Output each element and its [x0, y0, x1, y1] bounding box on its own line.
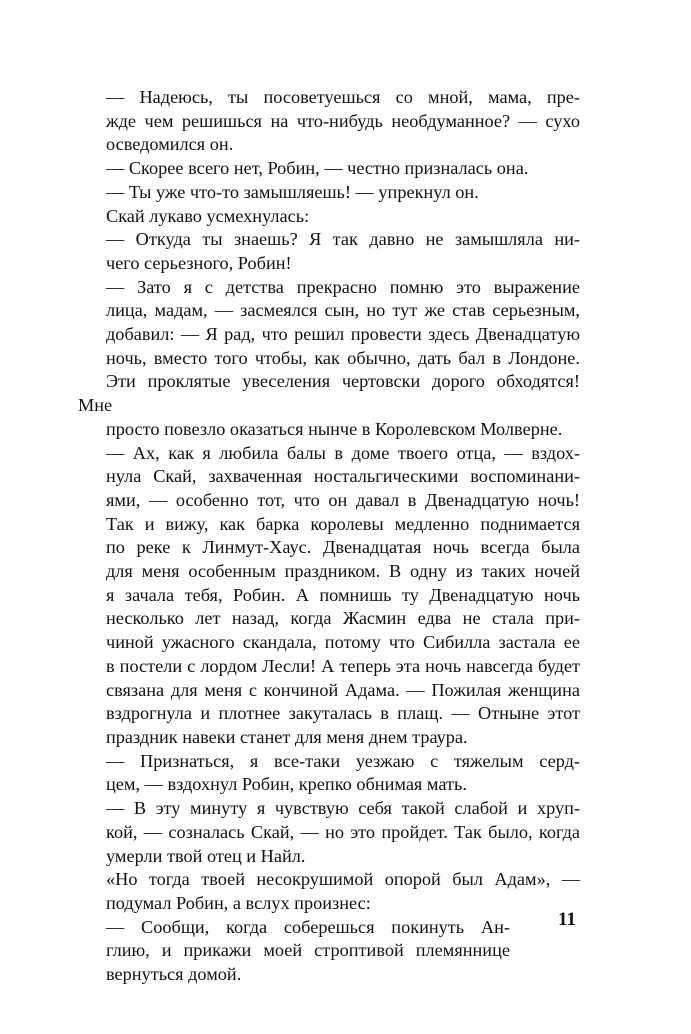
- text-line: я зачала тебя, Робин. А помнишь ту Двенадцатую ночь: [106, 584, 580, 605]
- text-line: Скай лукаво усмехнулась:: [106, 205, 310, 226]
- text-line: праздник навеки станет для меня днем траура.: [106, 726, 468, 747]
- text-line: добавил: — Я рад, что решил провести здесь Двенадцатую: [106, 324, 580, 345]
- text-line: просто повезло оказаться нынче в Королевском Молверне.: [106, 418, 563, 439]
- text-line: — Ах, как я любила балы в доме твоего отца, — вздох-: [106, 442, 580, 463]
- paragraph: [78, 276, 580, 442]
- text-line: — Сообщи, когда соберешься покинуть Ан-: [106, 916, 510, 937]
- paragraph: [78, 797, 580, 868]
- text-line: ями, — особенно тот, что он давал в Двенадцатую ночь!: [106, 489, 580, 510]
- text-line: — Признаться, я все-таки уезжаю с тяжелым серд-: [106, 750, 580, 771]
- page-number: 11: [558, 909, 576, 930]
- text-line: лица, мадам, — засмеялся сын, но тут же став серьезным,: [106, 300, 580, 321]
- text-line: — Ты уже что-то замышляешь! — упрекнул он.: [106, 181, 479, 202]
- paragraph: [78, 868, 580, 915]
- text-line: вернуться домой.: [106, 964, 242, 985]
- text-line: — В эту минуту я чувствую себя такой слабой и хруп-: [106, 798, 580, 819]
- paragraph: [78, 181, 580, 205]
- paragraph: [78, 916, 580, 987]
- paragraph: [78, 750, 580, 797]
- text-container: [78, 86, 580, 987]
- text-line: — Откуда ты знаешь? Я так давно не замышляла ни-: [106, 229, 580, 250]
- text-line: «Но тогда твоей несокрушимой опорой был Адам», —: [106, 869, 580, 890]
- text-line: Так и вижу, как барка королевы медленно поднимается: [106, 513, 580, 534]
- paragraph: [78, 86, 580, 157]
- text-line: для меня особенным праздником. В одну из таких ночей: [106, 561, 580, 582]
- text-line: — Зато я с детства прекрасно помню это выражение: [106, 276, 580, 297]
- text-line: связана для меня с кончиной Адама. — Пожилая женщина: [106, 679, 580, 700]
- text-line: нула Скай, захваченная ностальгическими воспоминани-: [106, 466, 580, 487]
- text-line: в постели с лордом Лесли! А теперь эта ночь навсегда будет: [106, 655, 580, 676]
- page-body: [78, 86, 580, 987]
- paragraph: [78, 157, 580, 181]
- text-line: — Надеюсь, ты посоветуешься со мной, мама, пре-: [106, 87, 580, 107]
- text-line: жде чем решишься на что-нибудь необдуманное? — сухо: [106, 110, 580, 131]
- text-line: осведомился он.: [106, 134, 234, 155]
- text-line: по реке к Линмут-Хаус. Двенадцатая ночь всегда была: [106, 537, 580, 558]
- paragraph: [78, 205, 580, 229]
- text-line: кой, — созналась Скай, — но это пройдет. Так было, когда: [106, 821, 580, 842]
- paragraph: [78, 228, 580, 275]
- text-line: — Скорее всего нет, Робин, — честно призналась она.: [106, 158, 529, 179]
- text-line: вздрогнула и плотнее закуталась в плащ. — Отныне этот: [106, 703, 580, 724]
- text-line: ночь, вместо того чтобы, как обычно, дать бал в Лондоне.: [106, 347, 580, 368]
- text-line: Эти проклятые увеселения чертовски дорого обходятся! Мне: [78, 371, 580, 416]
- text-line: умерли твой отец и Найл.: [106, 845, 306, 866]
- text-line: чиной ужасного скандала, потому что Сибилла застала ее: [106, 632, 580, 653]
- paragraph: [78, 442, 580, 750]
- text-line: несколько лет назад, когда Жасмин едва не стала при-: [106, 608, 580, 629]
- text-line: подумал Робин, а вслух произнес:: [106, 892, 371, 913]
- text-line: глию, и прикажи моей строптивой племяннице: [106, 940, 510, 961]
- text-line: чего серьезного, Робин!: [106, 252, 292, 273]
- text-line: цем, — вздохнул Робин, крепко обнимая мать.: [106, 774, 467, 795]
